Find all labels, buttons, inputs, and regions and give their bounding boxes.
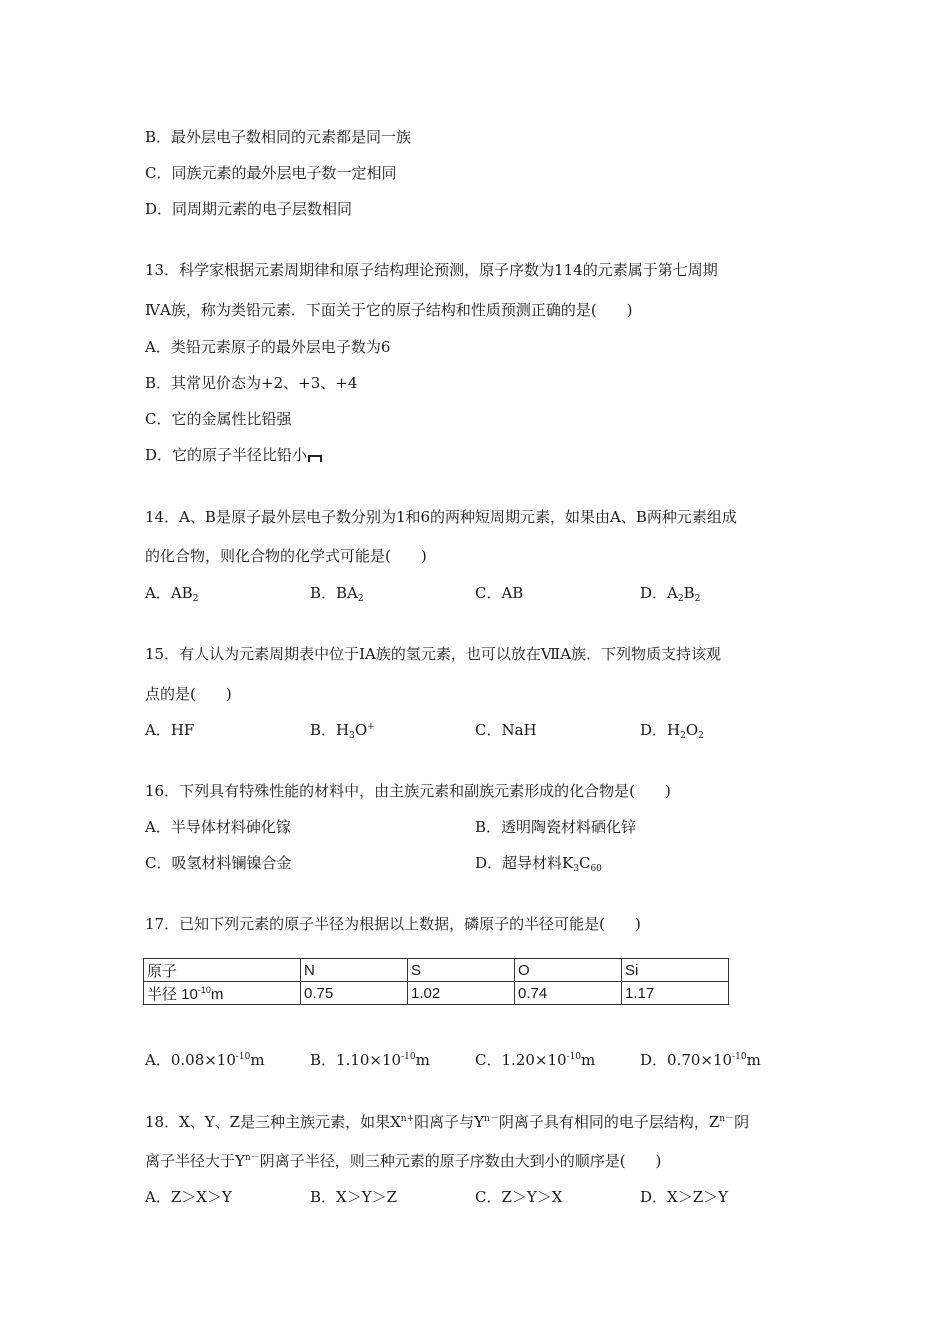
q16-option-a: A．半导体材料砷化镓 <box>145 818 291 836</box>
q14-stem-line2: 的化合物，则化合物的化学式可能是( ) <box>145 547 427 565</box>
q15-d-sub2: 2 <box>698 731 704 741</box>
q18-sup3: n－ <box>719 1114 735 1124</box>
table-header-cell: O <box>515 959 622 982</box>
q17-stem: 17．已知下列元素的原子半径为根据以上数据，磷原子的半径可能是( ) <box>145 915 641 933</box>
q14-option-a <box>145 583 198 603</box>
q17-c-exp: -10 <box>566 1052 582 1062</box>
q18-text-f: 阴离子半径，则三种元素的原子序数由大到小的顺序是( ) <box>259 1152 662 1170</box>
q18-text-b: 阳离子与Y <box>414 1113 485 1131</box>
q17-a-unit: m <box>250 1051 265 1069</box>
q18-sup1: n+ <box>400 1114 415 1124</box>
table-cell: 0.74 <box>515 982 622 1005</box>
q15-d-sub1: 2 <box>680 731 686 741</box>
q17-option-d <box>640 1050 761 1070</box>
q14-a-text: A．AB <box>145 584 193 602</box>
table-header-cell: S <box>408 959 515 982</box>
table-header-cell: Si <box>622 959 729 982</box>
q15-option-b <box>310 720 375 740</box>
q14-d-text2: B <box>683 584 695 602</box>
q13-option-d <box>145 445 323 465</box>
q14-b-text: B．BA <box>310 584 358 602</box>
q12-option-b: B．最外层电子数相同的元素都是同一族 <box>145 128 412 146</box>
table-row <box>144 982 729 1005</box>
q17-b-exp: -10 <box>401 1052 416 1062</box>
table-header-row <box>144 959 729 982</box>
q14-option-c: C．AB <box>475 584 524 602</box>
q17-d-unit: m <box>746 1051 761 1069</box>
q14-d-sub1: 2 <box>677 594 684 604</box>
q17-option-a <box>145 1050 265 1070</box>
q13-option-c: C．它的金属性比铅强 <box>145 410 292 428</box>
q12-option-d: D．同周期元素的电子层数相同 <box>145 200 353 218</box>
q15-b-text2: O <box>354 721 368 739</box>
q14-d-sub2: 2 <box>694 594 701 604</box>
q15-b-sub: 3 <box>349 731 355 741</box>
q18-sup2: n－ <box>484 1114 499 1124</box>
q16-d-text1: D．超导材料K <box>475 854 574 872</box>
q18-option-d: D．X＞Z＞Y <box>640 1188 729 1206</box>
q17-option-c <box>475 1050 595 1070</box>
q17-option-b <box>310 1050 430 1070</box>
q18-text-e: 离子半径大于Y <box>145 1152 245 1170</box>
q16-stem: 16．下列具有特殊性能的材料中，由主族元素和副族元素形成的化合物是( ) <box>145 782 671 800</box>
table-row-label <box>144 982 301 1005</box>
row-label-text: 半径 10 <box>147 985 198 1003</box>
q14-b-sub: 2 <box>357 594 364 604</box>
q14-a-sub: 2 <box>192 594 199 604</box>
table-header-cell: 原子 <box>144 959 301 982</box>
q15-b-text1: B．H <box>310 721 350 739</box>
q13-option-a: A．类铅元素原子的最外层电子数为6 <box>145 338 391 356</box>
q16-option-b: B．透明陶瓷材料硒化锌 <box>475 818 637 836</box>
q17-a-text: A．0.08×10 <box>145 1051 236 1069</box>
q15-d-text2: O <box>685 721 699 739</box>
q16-option-d <box>475 853 602 873</box>
q17-c-text: C．1.20×10 <box>475 1051 567 1069</box>
q16-d-sub1: 3 <box>573 864 579 874</box>
q13-option-d-text: D．它的原子半径比铅小 <box>145 446 308 464</box>
q17-d-exp: -10 <box>732 1052 747 1062</box>
q15-option-d <box>640 720 704 740</box>
radius-table <box>143 958 729 1005</box>
q17-b-text: B．1.10×10 <box>310 1051 402 1069</box>
q18-sup4: n－ <box>244 1153 260 1163</box>
q14-option-d <box>640 583 700 603</box>
q14-d-text1: D．A <box>640 584 678 602</box>
q18-text-d: 阴 <box>734 1113 750 1131</box>
q13-stem-line2: ⅣA族，称为类铅元素．下面关于它的原子结构和性质预测正确的是( ) <box>145 301 633 319</box>
q15-d-text1: D．H <box>640 721 681 739</box>
row-label-unit: m <box>210 985 224 1003</box>
table-header-cell: N <box>301 959 408 982</box>
q15-stem-line1: 15．有人认为元素周期表中位于ⅠA族的氢元素，也可以放在ⅦA族．下列物质支持该观 <box>145 645 722 663</box>
q16-option-c: C．吸氢材料镧镍合金 <box>145 854 292 872</box>
q13-stem-line1: 13．科学家根据元素周期律和原子结构理论预测，原子序数为114的元素属于第七周期 <box>145 261 718 279</box>
q15-option-a: A．HF <box>145 721 195 739</box>
q16-d-text2: C <box>578 854 591 872</box>
q14-stem-line1: 14．A、B是原子最外层电子数分别为1和6的两种短周期元素，如果由A、B两种元素组成 <box>145 508 737 526</box>
q18-text-c: 阴离子具有相同的电子层结构，Z <box>498 1113 720 1131</box>
q18-option-a: A．Z＞X＞Y <box>145 1188 232 1206</box>
q17-b-unit: m <box>415 1051 430 1069</box>
q13-option-b: B．其常见价态为+2、+3、+4 <box>145 374 358 392</box>
q15-b-sup: + <box>367 722 375 732</box>
q17-c-unit: m <box>581 1051 596 1069</box>
q17-a-exp: -10 <box>235 1052 251 1062</box>
small-mark-icon <box>307 450 323 464</box>
table-cell: 1.17 <box>622 982 729 1005</box>
q15-option-c: C．NaH <box>475 721 537 739</box>
q18-text-a: 18．X、Y、Z是三种主族元素，如果X <box>145 1113 401 1131</box>
q18-option-c: C．Z＞Y＞X <box>475 1188 563 1206</box>
q14-option-b <box>310 583 364 603</box>
q17-d-text: D．0.70×10 <box>640 1051 733 1069</box>
q15-stem-line2: 点的是( ) <box>145 685 232 703</box>
q16-d-sub2: 60 <box>590 864 602 874</box>
table-cell: 0.75 <box>301 982 408 1005</box>
q18-stem-line2 <box>145 1151 661 1171</box>
q18-option-b: B．X＞Y＞Z <box>310 1188 398 1206</box>
row-label-exp: -10 <box>197 984 211 995</box>
table-cell: 1.02 <box>408 982 515 1005</box>
q18-stem-line1 <box>145 1112 749 1132</box>
q12-option-c: C．同族元素的最外层电子数一定相同 <box>145 164 397 182</box>
